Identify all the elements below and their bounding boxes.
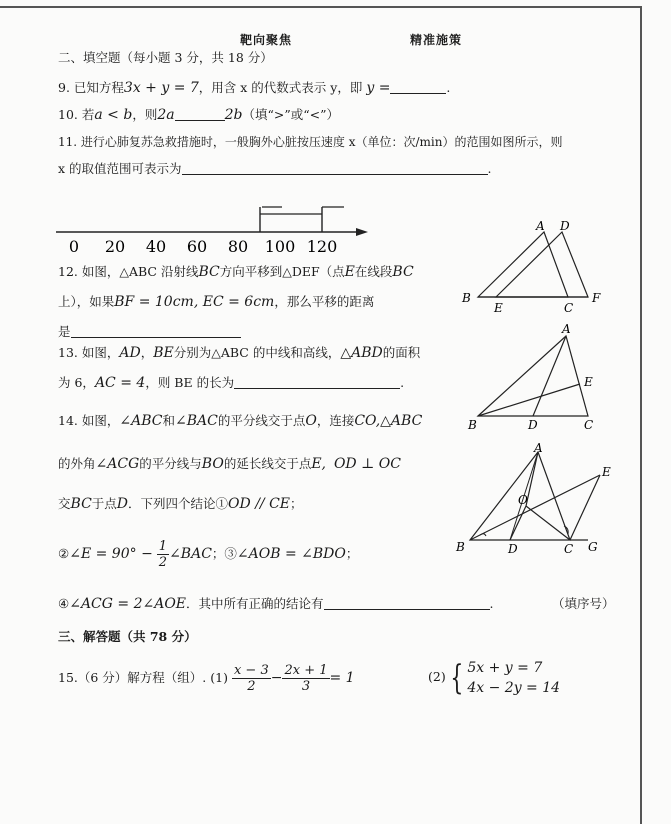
- tick-60: 60: [186, 237, 208, 256]
- question-12-line2: 上），如果BF = 10cm, EC = 6cm，那么平移的距离: [58, 294, 375, 310]
- figure-12-translation: [458, 218, 618, 318]
- figure-13-triangle: [466, 318, 616, 430]
- label-b: B: [456, 540, 465, 554]
- question-15: 15.（6 分）解方程（组）. (1) $\frac{x - 3}{2}$ − $\frac{2x + 1}{3}$ = 1: [58, 663, 355, 694]
- label-c: C: [564, 301, 574, 315]
- label-e: E: [602, 465, 611, 479]
- question-15-system: (2) { 5x + y = 7 4x − 2y = 14: [428, 657, 561, 698]
- label-f: F: [592, 291, 601, 305]
- label-o: O: [518, 493, 528, 507]
- question-13-line1: 13. 如图，AD，BE分别为△ABC 的中线和高线，△ABD的面积: [58, 345, 421, 361]
- header-left: 靶向聚焦: [240, 33, 293, 47]
- tick-20: 20: [104, 237, 126, 256]
- answer-blank-14[interactable]: [324, 597, 490, 610]
- question-11-line1: 11. 进行心肺复苏急救措施时，一般胸外心脏按压速度 x（单位：次/min）的范围如图所示，则: [58, 135, 563, 149]
- question-9: 9. 已知方程3x + y = 7，用含 x 的代数式表示 y，即 y = .: [58, 80, 451, 96]
- label-c: C: [584, 418, 594, 430]
- section-2-title: 二、填空题（每小题 3 分，共 18 分）: [58, 50, 273, 65]
- answer-blank-11[interactable]: [182, 162, 488, 175]
- question-14-conclusion-4: ④∠ACG = 2∠AOE．其中所有正确的结论有 .: [58, 596, 494, 612]
- label-b: B: [462, 291, 471, 305]
- label-e: E: [494, 301, 503, 315]
- question-14-conclusions-2-3: ②∠E = 90° − $\frac{1}{2}$ ∠BAC；③∠AOB = ∠BDO；: [58, 539, 359, 570]
- label-d: D: [528, 418, 538, 430]
- label-b: B: [468, 418, 477, 430]
- right-edge-line: [640, 6, 642, 824]
- brace-icon: {: [450, 657, 464, 698]
- question-13-line2: 为 6，AC = 4，则 BE 的长为 .: [58, 375, 405, 391]
- tick-40: 40: [145, 237, 167, 256]
- answer-blank-10[interactable]: [175, 108, 225, 121]
- label-d: D: [508, 542, 518, 556]
- top-edge-line: [0, 6, 640, 8]
- question-14-line3: 交BC于点D．下列四个结论①OD // CE；: [58, 496, 303, 512]
- fraction-1: $\frac{x - 3}{2}$: [233, 663, 269, 694]
- label-a: A: [562, 322, 571, 336]
- question-12-line1: 12. 如图，△ABC 沿射线BC方向平移到△DEF（点E在线段BC: [58, 264, 414, 280]
- figure-14-angle-bisectors: [452, 440, 622, 560]
- tick-120: 120: [306, 237, 338, 256]
- number-line: [52, 200, 372, 258]
- tick-100: 100: [264, 237, 296, 256]
- answer-blank-9[interactable]: [390, 81, 446, 94]
- answer-blank-13[interactable]: [234, 376, 400, 389]
- label-a: A: [534, 441, 543, 455]
- tick-0: 0: [68, 237, 80, 256]
- fraction-one-half: $\frac{1}{2}$: [158, 539, 168, 570]
- tick-80: 80: [227, 237, 249, 256]
- label-g: G: [588, 540, 598, 554]
- question-14-hint: （填序号）: [552, 596, 615, 611]
- question-11-line2: x 的取值范围可表示为 .: [58, 161, 492, 176]
- label-e: E: [584, 375, 593, 389]
- label-c: C: [564, 542, 574, 556]
- question-12-line3: 是: [58, 324, 241, 340]
- answer-blank-12[interactable]: [71, 325, 241, 338]
- header-right: 精准施策: [410, 33, 463, 47]
- section-3-title: 三、解答题（共 78 分）: [58, 629, 197, 644]
- label-d: D: [560, 219, 570, 233]
- question-14-line2: 的外角∠ACG的平分线与BO的延长线交于点E, OD ⊥ OC: [58, 456, 401, 472]
- question-10: 10. 若a < b，则2a 2b（填“>”或“<”）: [58, 107, 339, 123]
- label-a: A: [536, 219, 545, 233]
- question-14-line1: 14. 如图，∠ABC和∠BAC的平分线交于点O，连接CO,△ABC: [58, 413, 423, 429]
- fraction-2: $\frac{2x + 1}{3}$: [284, 663, 328, 694]
